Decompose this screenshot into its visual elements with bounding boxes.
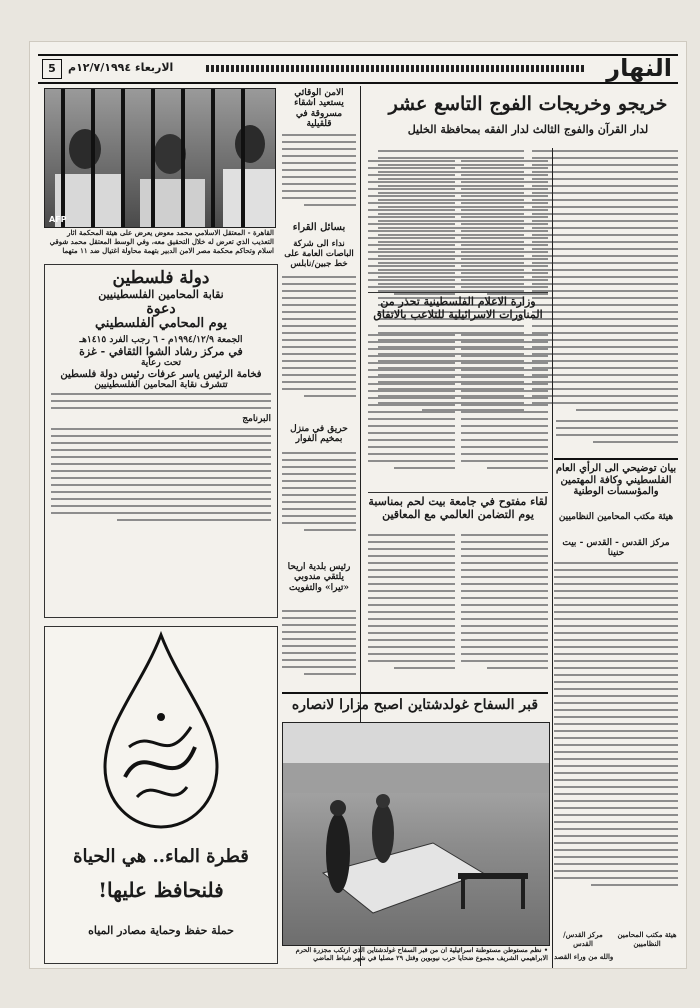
prison-bars-illustration [45, 89, 275, 227]
ad-program-title: البرنامج [242, 414, 271, 425]
jericho-body [282, 610, 356, 696]
right-column-top-body [556, 420, 678, 450]
photo-credit: AFP [49, 215, 67, 224]
masthead-stripe [206, 65, 586, 72]
water-campaign-ad [44, 626, 278, 964]
grave-scene-illustration [283, 723, 549, 945]
calligraphy-drop-icon [45, 627, 277, 837]
lead-subhead: لدار القرآن والفوج الثالث لدار الفقه بمحافظة الخليل [407, 123, 649, 136]
masthead [38, 54, 678, 84]
water-footer: حملة حفظ وحماية مصادر المياه [88, 924, 234, 937]
masthead-logo: النهار [606, 54, 672, 82]
statement-signature-left: مركز القدس/القدس [563, 930, 603, 949]
ad-event: يوم المحامي الفلسطيني [94, 316, 228, 332]
statement-body [554, 562, 678, 930]
ad-host: تتشرف نقابة المحامين الفلسطينيين [94, 380, 228, 391]
masthead-date: الاربعاء ١٢/٧/١٩٩٤م [68, 61, 174, 74]
fire-body [282, 452, 356, 552]
page-number: 5 [42, 59, 62, 79]
security-story-body [282, 134, 356, 214]
media-ministry-headline: وزارة الاعلام الفلسطينية تحذر من المناورات الاسرائيلية للتلاعب بالاتفاق [368, 292, 548, 321]
bethlehem-headline: لقاء مفتوح في جامعة بيت لحم بمناسبة يوم التضامن العالمي مع المعاقين [368, 492, 548, 521]
goldstein-caption: • نظم مستوطن مستوطنة اسرائيلية ان من قبر السفاح غولدشتاين الذي ارتكب مجزرة الحرم الابراهيمي الشريف مجموع ضحايا حرب نيوبوين وقتل ٢٩ مصليا في شهر شباط الماضي [295, 946, 548, 963]
statement-end-note: والله من وراء القصد [554, 952, 614, 961]
ad-invitation: دعوة [146, 301, 176, 318]
statement-issuer: هيئة مكتب المحامين النظاميين [558, 512, 674, 522]
photo-top-caption: القاهرة - المعتقل الاسلامي محمد معوض يعرض على هيئة المحكمة اثار التعذيب الذي تعرض له خلال التحقيق معه، وفي الوسط المعتقل محمد شوقي اسلام وتحاكم محكمة مصر الامن الدبير بتهمة محاولة اغتيال ضد ١١ متهما [49, 228, 274, 256]
fire-headline: حريق في منزل بمخيم الفوار [290, 424, 348, 445]
water-slogan-2: فلنحافظ عليها! [98, 878, 224, 902]
media-ministry-body [368, 334, 548, 484]
goldstein-headline: قبر السفاح غولدشتاين اصبح مزارا لانصاره [282, 692, 548, 713]
column-divider-right [552, 148, 553, 968]
bus-notice-title: نداء الى شركة الباصات العامة على خط جبين/نابلس [284, 239, 354, 269]
photo-prisoners [44, 88, 276, 228]
statement-center: مركز القدس - القدس - بيت حنينا [562, 538, 670, 559]
statement-title: بيان توضيحي الى الرأي العام الفلسطيني وكافة المهتمين والمؤسسات الوطنية [554, 458, 678, 498]
ad-patron: فخامة الرئيس ياسر عرفات رئيس دولة فلسطين [60, 368, 262, 380]
ad-state-title: دولة فلسطين [112, 268, 210, 288]
newspaper-page [30, 42, 686, 968]
statement-signature-right: هيئة مكتب المحامين النظاميين [617, 930, 677, 949]
middle-story-top-body [368, 160, 548, 312]
jericho-headline: رئيس بلدية اريحا يلتقي مندوبي «تيرا» والتفويت [287, 562, 351, 593]
ad-patron-label: تحت رعاية [140, 358, 182, 369]
ad-program-list [45, 425, 277, 521]
bus-notice-body [282, 276, 356, 416]
water-slogan-1: قطرة الماء.. هي الحياة [73, 846, 249, 867]
ad-date: الجمعة ١٩٩٤/١٢/٩م - ٦ رجب الفرد ١٤١٥هـ [79, 335, 243, 346]
ad-venue: في مركز رشاد الشوا الثقافي - غزة [79, 344, 243, 358]
ad-union: نقابة المحامين الفلسطينيين [98, 287, 224, 301]
bethlehem-body [368, 534, 548, 684]
security-headline: الامن الوقائي يستعيد اشقاء مسروقة في قلقيلية [294, 88, 344, 130]
readers-section-title: بسائل القراء [292, 222, 346, 233]
photo-goldstein-grave [282, 722, 550, 946]
lawyers-day-ad [44, 264, 278, 618]
lead-headline: خريجو وخريجات الفوج التاسع عشر [388, 93, 668, 115]
